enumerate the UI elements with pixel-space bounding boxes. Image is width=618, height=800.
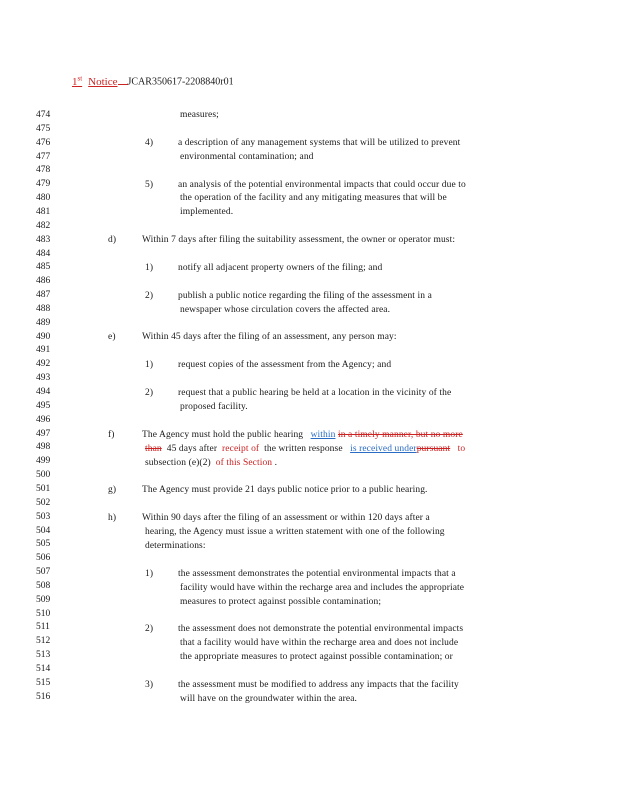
text-line: request copies of the assessment from the Agency; and (178, 360, 392, 370)
text-line (145, 458, 277, 468)
text-line: the operation of the facility and any mitigating measures that will be (180, 193, 447, 203)
text-line: facility would have within the recharge area and includes the appropriate (180, 583, 465, 593)
inserted-text: receipt of (222, 444, 260, 454)
line-number: 515 (36, 677, 51, 688)
text-line: Within 45 days after the filing of an assessment, any person may: (142, 332, 397, 342)
item-label: 1) (145, 569, 154, 579)
text-line: hearing, the Agency must issue a written statement with one of the following (145, 527, 445, 537)
inserted-text: of this Section (215, 458, 273, 468)
item-label: h) (108, 513, 117, 523)
line-number: 480 (36, 193, 51, 204)
deleted-text: in a timely manner, but no more (337, 430, 463, 440)
line-number: 484 (36, 248, 51, 259)
text-line: The Agency must provide 21 days public notice prior to a public hearing. (142, 485, 428, 495)
notice-number: 1 (72, 75, 78, 88)
text-line (145, 444, 465, 454)
text-line (142, 430, 463, 440)
text-line: the assessment demonstrates the potential environmental impacts that a (178, 569, 456, 579)
line-number: 491 (36, 345, 51, 356)
line-number: 497 (36, 428, 51, 439)
line-number: 487 (36, 290, 51, 301)
notice-superscript: st (77, 74, 83, 82)
text-span: the written response (264, 444, 343, 454)
item-label: 5) (145, 180, 154, 190)
text-span: The Agency must hold the public hearing (142, 430, 304, 440)
line-number: 508 (36, 580, 51, 591)
line-number: 477 (36, 151, 51, 162)
text-line: the appropriate measures to protect against possible contamination; or (180, 652, 453, 662)
page-header (72, 74, 234, 88)
text-line: request that a public hearing be held at a location in the vicinity of the (178, 388, 452, 398)
line-number: 511 (36, 622, 50, 633)
item-label: 2) (145, 624, 154, 634)
line-number: 509 (36, 594, 51, 605)
line-number: 475 (36, 123, 51, 134)
line-number: 516 (36, 691, 51, 702)
text-line: the assessment must be modified to address any impacts that the facility (178, 680, 459, 690)
deleted-text: pursuant (416, 444, 451, 454)
text-line: a description of any management systems that will be utilized to prevent (178, 138, 461, 148)
item-label: 1) (145, 360, 154, 370)
line-number: 482 (36, 220, 51, 231)
line-number: 485 (36, 262, 51, 273)
line-number: 501 (36, 483, 51, 494)
line-number: 486 (36, 276, 51, 287)
text-line: will have on the groundwater within the area. (180, 694, 358, 704)
text-line: environmental contamination; and (180, 152, 314, 162)
item-label: e) (108, 332, 116, 342)
notice-word: Notice (88, 75, 118, 88)
line-number: 506 (36, 553, 51, 564)
text-line: the assessment does not demonstrate the potential environmental impacts (178, 624, 464, 634)
line-number: 488 (36, 303, 51, 314)
item-label: 1) (145, 263, 154, 273)
line-number: 500 (36, 470, 51, 481)
text-span: . (274, 458, 278, 468)
line-number: 503 (36, 511, 51, 522)
text-line: proposed facility. (180, 402, 248, 412)
text-line: newspaper whose circulation covers the affected area. (180, 305, 391, 315)
text-line: implemented. (180, 207, 234, 217)
line-number: 479 (36, 179, 51, 190)
text-line: publish a public notice regarding the filing of the assessment in a (178, 291, 432, 301)
line-number: 495 (36, 400, 51, 411)
line-number: 474 (36, 110, 51, 120)
line-number: 476 (36, 137, 51, 148)
item-label: d) (108, 235, 117, 245)
text-line: Within 90 days after the filing of an assessment or within 120 days after a (142, 513, 430, 523)
line-number: 496 (36, 414, 51, 425)
text-span: 45 days after (166, 444, 218, 454)
notice-label (72, 76, 118, 88)
line-number: 505 (36, 539, 51, 550)
line-number: 494 (36, 387, 51, 397)
text-line: that a facility would have within the recharge area and does not include (180, 638, 459, 648)
line-number: 498 (36, 442, 51, 453)
line-number: 512 (36, 636, 51, 647)
line-number: 490 (36, 331, 51, 342)
line-number: 478 (36, 165, 51, 176)
text-span: subsection (e)(2) (145, 458, 211, 468)
line-number: 489 (36, 317, 51, 328)
line-number: 499 (36, 456, 51, 467)
inserted-text: within (310, 430, 336, 440)
document-code: JCAR350617-2208840r01 (127, 76, 234, 88)
line-number: 492 (36, 359, 51, 370)
inserted-text: to (457, 444, 466, 454)
line-number: 507 (36, 567, 51, 578)
notice-underline (118, 83, 128, 85)
text-line: Within 7 days after filing the suitability assessment, the owner or operator must: (142, 235, 456, 245)
item-label: 2) (145, 291, 154, 301)
item-label: 2) (145, 388, 154, 398)
line-number: 483 (36, 234, 51, 245)
line-number: 481 (36, 206, 51, 217)
text-line: measures to protect against possible contamination; (180, 597, 382, 607)
line-number: 510 (36, 608, 51, 619)
item-label: g) (108, 485, 117, 495)
text-line: measures; (180, 110, 219, 120)
text-line: notify all adjacent property owners of the filing; and (178, 263, 383, 273)
inserted-text: is received under (350, 444, 417, 454)
text-line: an analysis of the potential environmental impacts that could occur due to (178, 180, 466, 190)
line-number: 514 (36, 664, 51, 674)
line-number: 493 (36, 373, 51, 384)
deleted-text: than (145, 444, 162, 454)
line-number: 513 (36, 650, 51, 661)
item-label: 3) (145, 680, 154, 690)
item-label: 4) (145, 138, 154, 148)
line-number: 504 (36, 525, 51, 536)
item-label: f) (108, 430, 115, 440)
line-number: 502 (36, 497, 51, 508)
text-line: determinations: (145, 541, 206, 551)
